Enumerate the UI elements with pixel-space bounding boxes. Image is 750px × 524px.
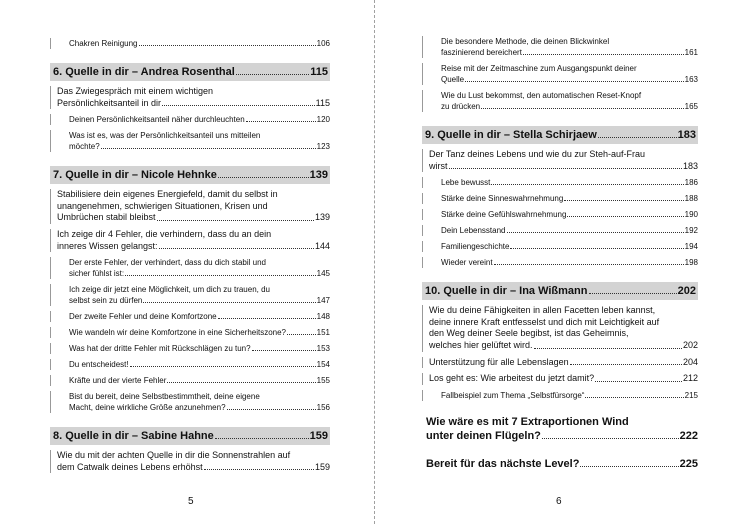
dot-leader [143, 301, 315, 303]
toc-entry-text: Der Tanz deines Lebens und wie du zur Steh-auf-Frau [429, 149, 645, 159]
dot-leader [598, 136, 677, 138]
toc-entry-leader-line [441, 74, 698, 85]
dot-leader [481, 107, 684, 109]
toc-entry-text: 7. Quelle in dir – Nicole Hehnke [53, 169, 217, 182]
toc-page-number: 120 [316, 115, 330, 125]
page-divider [374, 0, 375, 524]
toc-entry-text: Fallbeispiel zum Thema „Selbstfürsorge“ [441, 390, 585, 400]
toc-page-number: 225 [679, 457, 698, 470]
toc-entry-leader-line [57, 212, 330, 224]
dot-leader [570, 363, 682, 365]
toc-entry-text: Ich zeige dir jetzt eine Möglichkeit, um dich zu trauen, du [69, 285, 270, 295]
dot-leader [585, 396, 683, 398]
dot-leader [510, 247, 683, 249]
toc-chapter-heading[interactable] [422, 282, 698, 300]
toc-entry-text: Der zweite Fehler und deine Komfortzone [69, 312, 217, 322]
toc-page-number: 202 [677, 285, 696, 298]
toc-page-number: 139 [309, 169, 328, 182]
toc-entry-text: deine innere Kraft entfesselst und dich mit Leichtigkeit auf [429, 316, 660, 327]
toc-entry[interactable] [50, 229, 330, 252]
dot-leader [589, 292, 677, 294]
toc-entry-text: Was hat der dritte Fehler mit Rückschlägen zu tun? [69, 344, 251, 354]
toc-entry-text: Bereit für das nächste Level? [426, 457, 580, 470]
toc-entry-leader-line [69, 295, 330, 306]
dot-leader [215, 437, 309, 439]
toc-entry-leader-line [441, 193, 698, 204]
dot-leader [542, 437, 679, 439]
spacer [422, 401, 698, 415]
dot-leader [130, 365, 316, 367]
toc-entry-text: Der erste Fehler, der verhindert, dass du dich stabil und [69, 258, 266, 268]
dot-leader [204, 468, 314, 470]
toc-entry-leader-line [426, 429, 698, 443]
toc-page-number: 123 [316, 142, 330, 152]
dot-leader [287, 333, 316, 335]
toc-entry-text: Die besondere Methode, die deinen Blickwinkel [441, 37, 610, 46]
dot-leader [159, 247, 314, 249]
dot-leader [252, 349, 316, 351]
toc-entry-text: Persönlichkeitsanteil in dir [57, 97, 162, 108]
toc-entry-text: Stärke deine Sinneswahrnehmung [441, 194, 564, 204]
toc-entry-text: Chakren Reinigung [69, 39, 138, 48]
toc-entry-text: Bist du bereit, deine Selbstbestimmtheit, deine eigene [69, 392, 260, 402]
toc-entry-leader-line [53, 429, 328, 443]
dot-leader [491, 183, 683, 185]
toc-page-number: 212 [682, 373, 698, 384]
table-of-contents-left [50, 38, 330, 473]
toc-entry-text: faszinierend bereichert [441, 48, 522, 57]
toc-entry[interactable] [50, 375, 330, 386]
toc-entry-text: den Weg deiner Seele begibst, ist das Geheimnis, [429, 328, 629, 339]
toc-page-number: 198 [684, 258, 698, 268]
toc-page-number: 153 [316, 344, 330, 354]
toc-entry-text: Stärke deine Gefühlswahrnehmung [441, 210, 567, 220]
dot-leader [227, 408, 316, 410]
toc-entry-text: Stabilisiere dein eigenes Energiefeld, damit du selbst in [57, 189, 278, 200]
toc-entry[interactable] [50, 284, 330, 306]
dot-leader [246, 120, 316, 122]
spacer [422, 112, 698, 126]
toc-chapter-heading[interactable] [50, 166, 330, 184]
toc-entry-leader-line [69, 375, 330, 386]
dot-leader [494, 263, 684, 265]
spacer [50, 413, 330, 427]
toc-page-number: 194 [684, 242, 698, 252]
toc-page-number: 183 [677, 129, 696, 141]
toc-entry-leader-line [429, 340, 698, 352]
toc-page-number: 186 [684, 178, 698, 188]
toc-page-number: 148 [316, 312, 330, 322]
toc-entry-leader-line [69, 327, 330, 338]
toc-entry[interactable] [422, 193, 698, 204]
toc-entry-text: welches hier gelüftet wird. [429, 339, 533, 350]
toc-entry-leader-line [429, 373, 698, 385]
toc-entry[interactable] [50, 114, 330, 125]
toc-entry[interactable] [50, 450, 330, 473]
toc-entry[interactable] [422, 36, 698, 58]
toc-entry-leader-line [69, 38, 330, 49]
toc-page-number: 147 [316, 296, 330, 306]
toc-page-number: 159 [314, 461, 330, 472]
toc-section-heading[interactable] [422, 415, 698, 443]
toc-entry-text: Wie du Lust bekommst, den automatischen Reset-Knopf [441, 91, 642, 100]
toc-entry[interactable] [50, 343, 330, 354]
toc-entry-leader-line [441, 209, 698, 220]
dot-leader [139, 44, 316, 46]
toc-entry[interactable] [422, 305, 698, 351]
toc-entry-leader-line [426, 457, 698, 471]
toc-entry-leader-line [441, 47, 698, 58]
toc-entry-text: 10. Quelle in dir – Ina Wißmann [425, 285, 588, 298]
toc-page-number: 215 [684, 390, 698, 400]
spacer [50, 152, 330, 166]
toc-page-number: 159 [309, 430, 328, 443]
dot-leader [162, 104, 315, 106]
dot-leader [595, 380, 682, 382]
toc-entry-leader-line [441, 241, 698, 252]
toc-entry-leader-line [53, 168, 328, 182]
dot-leader [218, 176, 309, 178]
toc-entry-text: Los geht es: Wie arbeitest du jetzt damit? [429, 373, 595, 384]
toc-section-heading[interactable] [422, 457, 698, 471]
toc-entry-leader-line [53, 65, 328, 79]
dot-leader [125, 274, 316, 276]
dot-leader [167, 381, 315, 383]
toc-entry-leader-line [69, 402, 330, 413]
toc-page-number: 154 [316, 360, 330, 370]
dot-leader [580, 465, 678, 467]
toc-entry-leader-line [69, 359, 330, 370]
toc-entry-text: Wie wäre es mit 7 Extraportionen Wind [426, 415, 629, 428]
toc-entry-leader-line [441, 177, 698, 188]
toc-entry-leader-line [441, 390, 698, 401]
toc-page-number: 222 [679, 429, 698, 442]
toc-entry-leader-line [441, 257, 698, 268]
toc-entry-text: 9. Quelle in dir – Stella Schirjaew [425, 129, 597, 141]
toc-page-number: 106 [316, 39, 330, 48]
toc-entry-text: Das Zwiegespräch mit einem wichtigen [57, 86, 214, 96]
toc-entry-leader-line [69, 141, 330, 152]
toc-entry[interactable] [422, 177, 698, 188]
toc-page-number: 115 [315, 97, 330, 108]
toc-entry-text: Dein Lebensstand [441, 226, 506, 236]
toc-entry[interactable] [50, 86, 330, 109]
dot-leader [507, 231, 684, 233]
toc-entry-text: Wie du deine Fähigkeiten in allen Facetten leben kannst, [429, 305, 656, 316]
toc-entry-leader-line [69, 114, 330, 125]
toc-entry[interactable] [50, 257, 330, 279]
toc-chapter-heading[interactable] [50, 63, 330, 81]
toc-page-number: 145 [316, 269, 330, 279]
toc-entry[interactable] [422, 225, 698, 236]
toc-entry-text: Reise mit der Zeitmaschine zum Ausgangspunkt deiner [441, 64, 637, 73]
spacer [422, 268, 698, 282]
toc-page-number: 144 [314, 240, 330, 251]
toc-entry[interactable] [422, 63, 698, 85]
dot-leader [101, 147, 316, 149]
toc-page-number: 165 [684, 102, 698, 111]
toc-chapter-heading[interactable] [422, 126, 698, 144]
right-page [378, 0, 750, 524]
toc-entry-text: möchte? [69, 142, 100, 152]
toc-entry[interactable] [422, 90, 698, 112]
toc-entry-leader-line [69, 343, 330, 354]
toc-entry[interactable] [422, 149, 698, 172]
toc-entry[interactable] [422, 257, 698, 268]
toc-entry-text: selbst sein zu dürfen [69, 296, 143, 306]
toc-entry[interactable] [422, 357, 698, 369]
toc-entry-text: unangenehmen, schwierigen Situationen, Krisen und [57, 200, 268, 211]
toc-page-number: 190 [684, 210, 698, 220]
toc-page-number: 156 [316, 403, 330, 413]
toc-entry-text: Du entscheidest! [69, 360, 129, 370]
toc-page-number: 204 [682, 356, 698, 367]
toc-entry-text: Ich zeige dir 4 Fehler, die verhindern, dass du an dein [57, 228, 272, 239]
toc-entry-leader-line [441, 225, 698, 236]
toc-entry[interactable] [50, 189, 330, 224]
dot-leader [157, 219, 314, 221]
dot-leader [465, 80, 684, 82]
toc-entry-text: dem Catwalk deines Lebens erhöhst [57, 461, 203, 472]
toc-entry[interactable] [50, 359, 330, 370]
toc-entry-text: Unterstützung für alle Lebenslagen [429, 356, 569, 367]
toc-entry[interactable] [50, 311, 330, 322]
dot-leader [236, 73, 310, 75]
toc-entry[interactable] [50, 391, 330, 413]
toc-entry-leader-line [425, 284, 696, 298]
toc-entry-text: Familiengeschichte [441, 242, 510, 252]
toc-entry-text: wirst [429, 160, 448, 171]
toc-page-number: 161 [684, 48, 698, 57]
toc-entry-leader-line [69, 311, 330, 322]
toc-entry[interactable] [422, 209, 698, 220]
toc-page-number: 163 [684, 75, 698, 84]
table-of-contents-right [422, 36, 698, 471]
toc-entry-text: unter deinen Flügeln? [426, 429, 541, 442]
left-page [0, 0, 372, 524]
toc-entry-leader-line [57, 241, 330, 253]
dot-leader [449, 167, 682, 169]
toc-page-number: 188 [684, 194, 698, 204]
toc-entry-text: Wie du mit der achten Quelle in dir die Sonnenstrahlen auf [57, 450, 291, 461]
toc-entry-text: Umbrüchen stabil bleibst [57, 212, 156, 223]
toc-entry-leader-line [425, 128, 696, 142]
toc-entry[interactable] [422, 241, 698, 252]
toc-page-number: 192 [684, 226, 698, 236]
toc-entry-text: 6. Quelle in dir – Andrea Rosenthal [53, 66, 235, 78]
toc-entry-leader-line [429, 161, 698, 173]
toc-entry-leader-line [441, 101, 698, 112]
toc-page-number: 139 [314, 212, 330, 223]
toc-entry-text: Quelle [441, 75, 465, 84]
page-number: 5 [188, 496, 194, 507]
dot-leader [567, 215, 683, 217]
toc-entry-leader-line [57, 462, 330, 474]
toc-entry-text: inneres Wissen gelangst: [57, 240, 158, 251]
toc-entry-text: Was ist es, was der Persönlichkeitsanteil uns mitteilen [69, 131, 261, 141]
toc-entry-text: Deinen Persönlichkeitsanteil näher durchleuchten [69, 115, 245, 125]
toc-entry-text: Wieder vereint [441, 258, 493, 268]
toc-entry[interactable] [422, 390, 698, 401]
toc-chapter-heading[interactable] [50, 427, 330, 445]
toc-page-number: 183 [682, 160, 698, 171]
toc-page-number: 202 [682, 339, 698, 350]
toc-entry[interactable] [50, 327, 330, 338]
dot-leader [523, 53, 684, 55]
toc-entry-text: Wie wandeln wir deine Komfortzone in eine Sicherheitszone? [69, 328, 287, 338]
toc-page-number: 155 [316, 376, 330, 386]
toc-entry-text: Kräfte und der vierte Fehler [69, 376, 167, 386]
dot-leader [218, 317, 316, 319]
toc-entry[interactable] [422, 373, 698, 385]
toc-page-number: 151 [316, 328, 330, 338]
spacer [50, 49, 330, 63]
page-number: 6 [556, 496, 562, 507]
toc-entry-leader-line [429, 357, 698, 369]
toc-entry-text: Lebe bewusst [441, 178, 491, 188]
toc-entry-text: sicher fühlst ist: [69, 269, 125, 279]
toc-entry-text: zu drücken [441, 102, 481, 111]
toc-entry-leader-line [57, 98, 330, 110]
toc-entry[interactable] [50, 38, 330, 49]
toc-entry-text: 8. Quelle in dir – Sabine Hahne [53, 430, 214, 443]
toc-entry[interactable] [50, 130, 330, 152]
toc-entry-leader-line [69, 268, 330, 279]
toc-entry-text: Macht, deine wirkliche Größe anzunehmen? [69, 403, 226, 413]
dot-leader [564, 199, 683, 201]
spacer [422, 443, 698, 457]
dot-leader [534, 347, 682, 349]
toc-page-number: 115 [310, 66, 328, 78]
